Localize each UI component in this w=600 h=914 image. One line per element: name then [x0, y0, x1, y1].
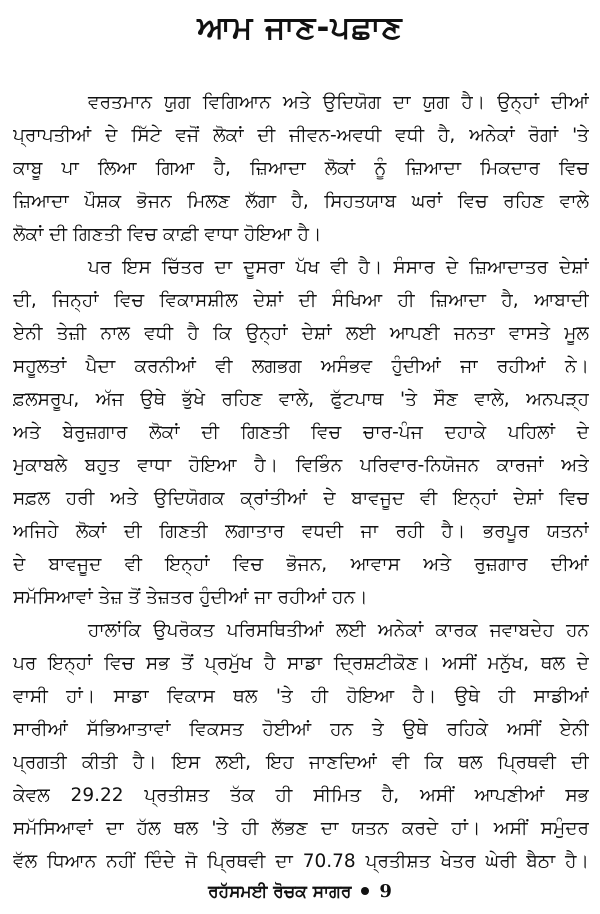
text-line: ਏਨੀ ਤੇਜ਼ੀ ਨਾਲ ਵਧੀ ਹੈ ਕਿ ਉਨ੍ਹਾਂ ਦੇਸ਼ਾਂ ਲਈ ਆਪਣੀ ਜਨਤਾ ਵਾਸਤੇ ਮੂਲ — [13, 323, 589, 344]
text-line: ਪ੍ਰਗਤੀ ਕੀਤੀ ਹੈ। ਇਸ ਲਈ, ਇਹ ਜਾਣਦਿਆਂ ਵੀ ਕਿ ਥਲ ਪ੍ਰਿਥਵੀ ਦੀ — [13, 752, 589, 773]
text-line: ਮੁਕਾਬਲੇ ਬਹੁਤ ਵਾਧਾ ਹੋਇਆ ਹੈ। ਵਿਭਿੰਨ ਪਰਿਵਾਰ-ਨਿਯੋਜਨ ਕਾਰਜਾਂ ਅਤੇ — [13, 455, 589, 476]
text-line: ਪ੍ਰਾਪਤੀਆਂ ਦੇ ਸਿੱਟੇ ਵਜੋਂ ਲੋਕਾਂ ਦੀ ਜੀਵਨ-ਅਵਧੀ ਵਧੀ ਹੈ, ਅਨੇਕਾਂ ਰੋਗਾਂ 'ਤੇ — [13, 125, 589, 146]
paragraph-2 — [13, 251, 589, 614]
text-line: ਪਰ ਇਸ ਚਿੱਤਰ ਦਾ ਦੂਸਰਾ ਪੱਖ ਵੀ ਹੈ। ਸੰਸਾਰ ਦੇ ਜ਼ਿਆਦਾਤਰ ਦੇਸ਼ਾਂ — [88, 257, 589, 278]
paragraph-3 — [13, 614, 589, 878]
text-line: ਕੇਵਲ 29.22 ਪ੍ਰਤੀਸ਼ਤ ਤੱਕ ਹੀ ਸੀਮਿਤ ਹੈ, ਅਸੀਂ ਆਪਣੀਆਂ ਸਭ — [13, 785, 589, 806]
text-line: ਦੀ, ਜਿਨ੍ਹਾਂ ਵਿਚ ਵਿਕਾਸਸ਼ੀਲ ਦੇਸ਼ਾਂ ਦੀ ਸੰਖਿਆ ਹੀ ਜ਼ਿਆਦਾ ਹੈ, ਆਬਾਦੀ — [13, 290, 589, 311]
text-line: ਪਰ ਇਨ੍ਹਾਂ ਵਿਚ ਸਭ ਤੋਂ ਪ੍ਰਮੁੱਖ ਹੈ ਸਾਡਾ ਦ੍ਰਿਸ਼ਟੀਕੋਣ। ਅਸੀਂ ਮਨੁੱਖ, ਥਲ ਦੇ — [13, 653, 589, 674]
text-line: ਸਫ਼ਲ ਹਰੀ ਅਤੇ ਉਦਿਯੋਗਕ ਕ੍ਰਾਂਤੀਆਂ ਦੇ ਬਾਵਜੂਦ ਵੀ ਇਨ੍ਹਾਂ ਦੇਸ਼ਾਂ ਵਿਚ — [13, 488, 589, 509]
text-line: ਦੇ ਬਾਵਜੂਦ ਵੀ ਇਨ੍ਹਾਂ ਵਿਚ ਭੋਜਨ, ਆਵਾਸ ਅਤੇ ਰੁਜ਼ਗਾਰ ਦੀਆਂ — [13, 554, 589, 575]
running-book-title: ਰਹੱਸਮਈ ਰੋਚਕ ਸਾਗਰ — [208, 882, 352, 902]
page-footer — [0, 878, 600, 906]
text-line: ਅਜਿਹੇ ਲੋਕਾਂ ਦੀ ਗਿਣਤੀ ਲਗਾਤਾਰ ਵਧਦੀ ਜਾ ਰਹੀ ਹੈ। ਭਰਪੂਰ ਯਤਨਾਂ — [13, 521, 589, 542]
text-line: ਫ਼ਲਸਰੂਪ, ਅੱਜ ਉਥੇ ਭੁੱਖੇ ਰਹਿਣ ਵਾਲੇ, ਫੁੱਟਪਾਥ 'ਤੇ ਸੌਣ ਵਾਲੇ, ਅਨਪੜ੍ਹ — [13, 389, 589, 410]
page-number: 9 — [379, 881, 392, 902]
bullet-dot-icon — [361, 887, 369, 895]
text-line: ਸਾਰੀਆਂ ਸੱਭਿਆਤਾਵਾਂ ਵਿਕਸਤ ਹੋਈਆਂ ਹਨ ਤੇ ਉਥੇ ਰਹਿਕੇ ਅਸੀਂ ਏਨੀ — [13, 719, 589, 740]
text-line: ਲੋਕਾਂ ਦੀ ਗਿਣਤੀ ਵਿਚ ਕਾਫ਼ੀ ਵਾਧਾ ਹੋਇਆ ਹੈ। — [13, 224, 322, 245]
text-line: ਸਮੱਸਿਆਵਾਂ ਤੇਜ਼ ਤੋਂ ਤੇਜ਼ਤਰ ਹੁੰਦੀਆਂ ਜਾ ਰਹੀਆਂ ਹਨ। — [13, 587, 368, 608]
text-line: ਜ਼ਿਆਦਾ ਪੌਸ਼ਕ ਭੋਜਨ ਮਿਲਣ ਲੱਗਾ ਹੈ, ਸਿਹਤਯਾਬ ਘਰਾਂ ਵਿਚ ਰਹਿਣ ਵਾਲੇ — [13, 191, 589, 212]
text-line: ਸਮੱਸਿਆਵਾਂ ਦਾ ਹੱਲ ਥਲ 'ਤੇ ਹੀ ਲੱਭਣ ਦਾ ਯਤਨ ਕਰਦੇ ਹਾਂ। ਅਸੀਂ ਸਮੁੰਦਰ — [13, 818, 589, 839]
text-line: ਵੱਲ ਧਿਆਨ ਨਹੀਂ ਦਿੰਦੇ ਜੋ ਪ੍ਰਿਥਵੀ ਦਾ 70.78 ਪ੍ਰਤੀਸ਼ਤ ਖੇਤਰ ਘੇਰੀ ਬੈਠਾ ਹੈ। — [13, 851, 589, 872]
paragraph-1 — [13, 86, 589, 251]
text-line: ਸਹੂਲਤਾਂ ਪੈਦਾ ਕਰਨੀਆਂ ਵੀ ਲਗਭਗ ਅਸੰਭਵ ਹੁੰਦੀਆਂ ਜਾ ਰਹੀਆਂ ਨੇ। — [13, 356, 589, 377]
chapter-title: ਆਮ ਜਾਣ-ਪਛਾਣ — [197, 10, 403, 46]
text-line: ਕਾਬੂ ਪਾ ਲਿਆ ਗਿਆ ਹੈ, ਜ਼ਿਆਦਾ ਲੋਕਾਂ ਨੂੰ ਜ਼ਿਆਦਾ ਮਿਕਦਾਰ ਵਿਚ — [13, 158, 589, 179]
text-line: ਵਾਸੀ ਹਾਂ। ਸਾਡਾ ਵਿਕਾਸ ਥਲ 'ਤੇ ਹੀ ਹੋਇਆ ਹੈ। ਉਥੇ ਹੀ ਸਾਡੀਆਂ — [13, 686, 589, 707]
text-line: ਵਰਤਮਾਨ ਯੁਗ ਵਿਗਿਆਨ ਅਤੇ ਉਦਿਯੋਗ ਦਾ ਯੁਗ ਹੈ। ਉਨ੍ਹਾਂ ਦੀਆਂ — [88, 92, 589, 113]
text-line: ਅਤੇ ਬੇਰੁਜ਼ਗਾਰ ਲੋਕਾਂ ਦੀ ਗਿਣਤੀ ਵਿਚ ਚਾਰ-ਪੰਜ ਦਹਾਕੇ ਪਹਿਲਾਂ ਦੇ — [13, 422, 589, 443]
text-line: ਹਾਲਾਂਕਿ ਉਪਰੋਕਤ ਪਰਿਸਥਿਤੀਆਂ ਲਈ ਅਨੇਕਾਂ ਕਾਰਕ ਜਵਾਬਦੇਹ ਹਨ — [88, 620, 589, 641]
body-text — [13, 86, 589, 878]
